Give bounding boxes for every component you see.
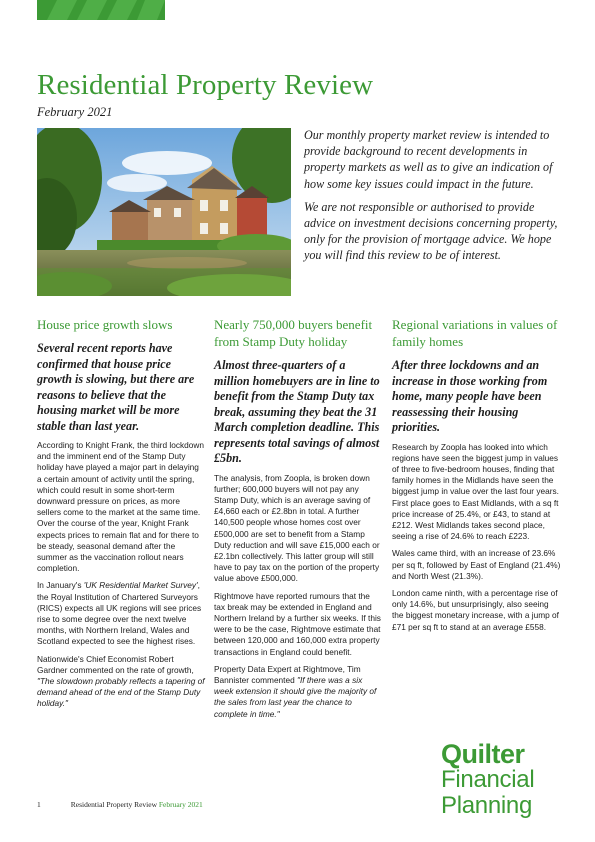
article-paragraph: Research by Zoopla has looked into which regions have seen the biggest jump in values of three to five-bedroom houses, finding that family homes in the Midlands have seen the biggest jump in value over the last four years. First place goes to East Midlands, with a sq ft price increase of 25.4%, or £43, to stand at £212. West Midlands takes second place, seeing a rise of 24.6% to reach £223. [392,441,559,542]
article-paragraph: Wales came third, with an increase of 23.6% per sq ft, followed by East of England (21.4%) and North West (21.3%). [392,548,561,581]
survey-title: 'UK Residential Market Survey' [83,580,198,591]
page-footer [37,800,203,809]
intro-paragraph: We are not responsible or authorised to provide advice on investment decisions concerning property, only for the provision of mortgage advice. We hope you will find this review to be of interest. [304,199,558,263]
quilter-logo [441,741,534,819]
article-house-price-growth [37,316,205,716]
article-paragraph: Property Data Expert at Rightmove, Tim Bannister commented "If there was a six week extension it should give the majority of the sales from last year the chance to complete in time." [214,663,377,719]
article-paragraph: According to Knight Frank, the third lockdown and the imminent end of the Stamp Duty holiday have played a major part in delaying a certain amount of activity until the spring, which could result in some short-term downward pressure on prices, as more sellers come to the market at the same time. Over the course of the year, Knight Frank expects prices to remain flat and for there to be steady, seasonal demand after the summer as the vaccination rollout nears completion. [37,440,204,574]
page-title: Residential Property Review [37,69,374,102]
article-lead: After three lockdowns and an increase in those working from home, many people have been reassessing their housing priorities. [392,358,548,434]
hero-photo [37,128,291,296]
article-lead: Almost three-quarters of a million homebuyers are in line to benefit from the Stamp Duty tax break, assuming they beat the 31 March completion deadline. This represents total savings of almost £5bn. [214,358,380,465]
intro-paragraph: Our monthly property market review is intended to provide background to recent developments in property markets as well as to give an indication of how some key issues could impact in the future. [304,128,553,191]
article-paragraph: Rightmove have reported rumours that the tax break may be extended in England and Northern Ireland by a further six weeks. If this were to be the case, Rightmove estimate that between 120,000 and 160,000 extra property transactions in England could benefit. [214,590,381,657]
logo-line: Quilter [441,739,525,769]
article-paragraph: Nationwide's Chief Economist Robert Gardner commented on the rate of growth, "The slowdown probably reflects a tapering of demand ahead of the end of the Stamp Duty holiday." [37,653,205,709]
article-paragraph: The analysis, from Zoopla, is broken down further; 600,000 buyers will not pay any Stamp Duty, which is an average saving of £4,660 each or £2.8bn in total. A further 140,500 people whose homes cost over £500,000 are set to benefit from a Stamp Duty reduction and will save £15,000 each or £2.1bn collectively. This latter group will still have to pay tax on the portion of the property value above £500,000. [214,472,380,584]
footer-date: February 2021 [158,800,203,809]
article-heading: Regional variations in values of family homes [392,317,558,349]
logo-line: Planning [441,792,533,819]
article-regional-variations [392,316,562,639]
intro-section [304,127,562,271]
article-heading: Nearly 750,000 buyers benefit from Stamp Duty holiday [214,317,373,349]
article-paragraph: London came ninth, with a percentage rise of only 14.6%, but unsurprisingly, also seeing the biggest monetary increase, with a jump of £71 per sq ft to stand at an average £558. [392,587,559,632]
logo-line: Financial [441,766,535,793]
article-stamp-duty-holiday [214,316,382,726]
article-heading: House price growth slows [37,317,173,332]
footer-label: Residential Property Review [70,800,157,809]
issue-date: February 2021 [37,105,113,119]
page-number: 1 [37,800,41,809]
quote: "If there was a six week extension it should give the majority of the sales from last year the chance to complete in time." [214,674,377,719]
quote: "The slowdown probably reflects a tapering of demand ahead of the end of the Stamp Duty holiday." [37,676,205,709]
article-lead: Several recent reports have confirmed that house price growth is slowing, but there are reasons to believe that the housing market will be more stable than last year. [37,341,195,433]
header-banner-decoration [37,0,165,20]
article-paragraph: In January's 'UK Residential Market Survey', the Royal Institution of Chartered Surveyors (RICS) expects all UK regions will see prices rise to some degree over the next twelve months, with Northern Ireland, Wales and Scotland expected to see the highest rises. [37,580,202,647]
